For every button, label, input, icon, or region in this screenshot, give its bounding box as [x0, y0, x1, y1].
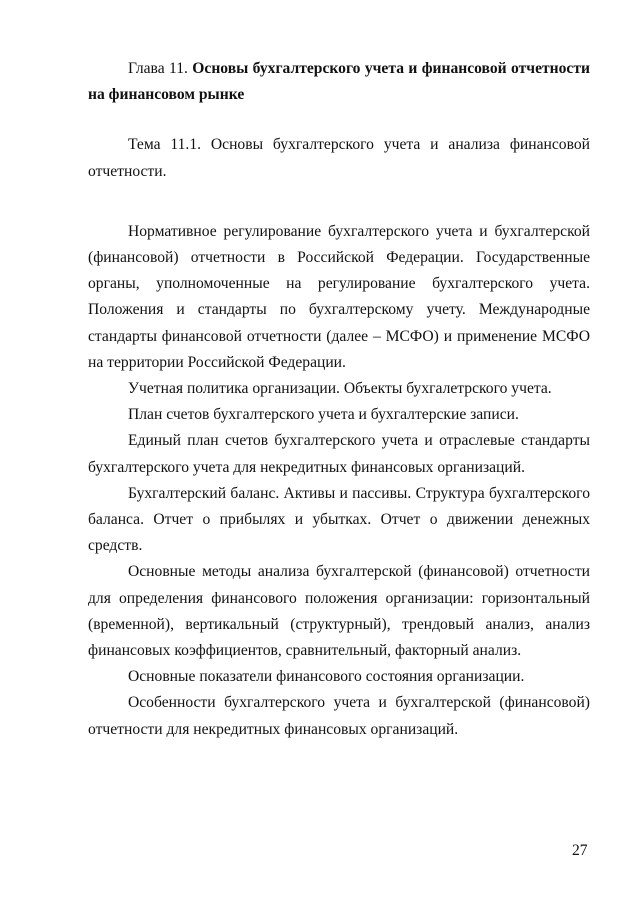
chapter-heading: [88, 56, 590, 108]
paragraph-6: Основные методы анализа бухгалтерской (финансовой) отчетности для определения финансового положения организации: горизонтальный (временной), вертикальный (структурный), трендовый анализ, анализ финансовых коэффициентов, сравнительный, факторный анализ.: [88, 563, 590, 660]
paragraph-3: План счетов бухгалтерского учета и бухгалтерские записи.: [128, 406, 519, 424]
chapter-prefix: Глава 11.: [128, 60, 193, 77]
paragraph-4: Единый план счетов бухгалтерского учета и отраслевые стандарты бухгалтерского учета для некредитных финансовых организаций.: [88, 432, 590, 476]
page-content: [88, 56, 590, 743]
chapter-title: Основы бухгалтерского учета и финансовой отчетности на финансовом рынке: [88, 60, 590, 104]
paragraph-2: Учетная политика организации. Объекты бухгалетрского учета.: [128, 380, 552, 398]
page-number: 27: [572, 842, 588, 859]
paragraph-1: Нормативное регулирование бухгалтерского учета и бухгалтерской (финансовой) отчетности в Российской Федерации. Государственные органы, уполномоченные на регулирование бухгалтерского учета. Положения и стандарты по бухгалтерскому учету. Международные стандарты финансовой отчетности (далее – МСФО) и применение МСФО на территории Российской Федерации.: [88, 222, 590, 371]
paragraph-5: Бухгалтерский баланс. Активы и пассивы. Структура бухгалтерского баланса. Отчет о прибылях и убытках. Отчет о движении денежных средств.: [88, 484, 590, 555]
paragraph-7: Основные показатели финансового состояния организации.: [128, 668, 525, 686]
paragraph-8: Особенности бухгалтерского учета и бухгалтерской (финансовой) отчетности для некредитных финансовых организаций.: [88, 694, 590, 738]
topic-heading: Тема 11.1. Основы бухгалтерского учета и анализа финансовой отчетности.: [88, 136, 590, 180]
